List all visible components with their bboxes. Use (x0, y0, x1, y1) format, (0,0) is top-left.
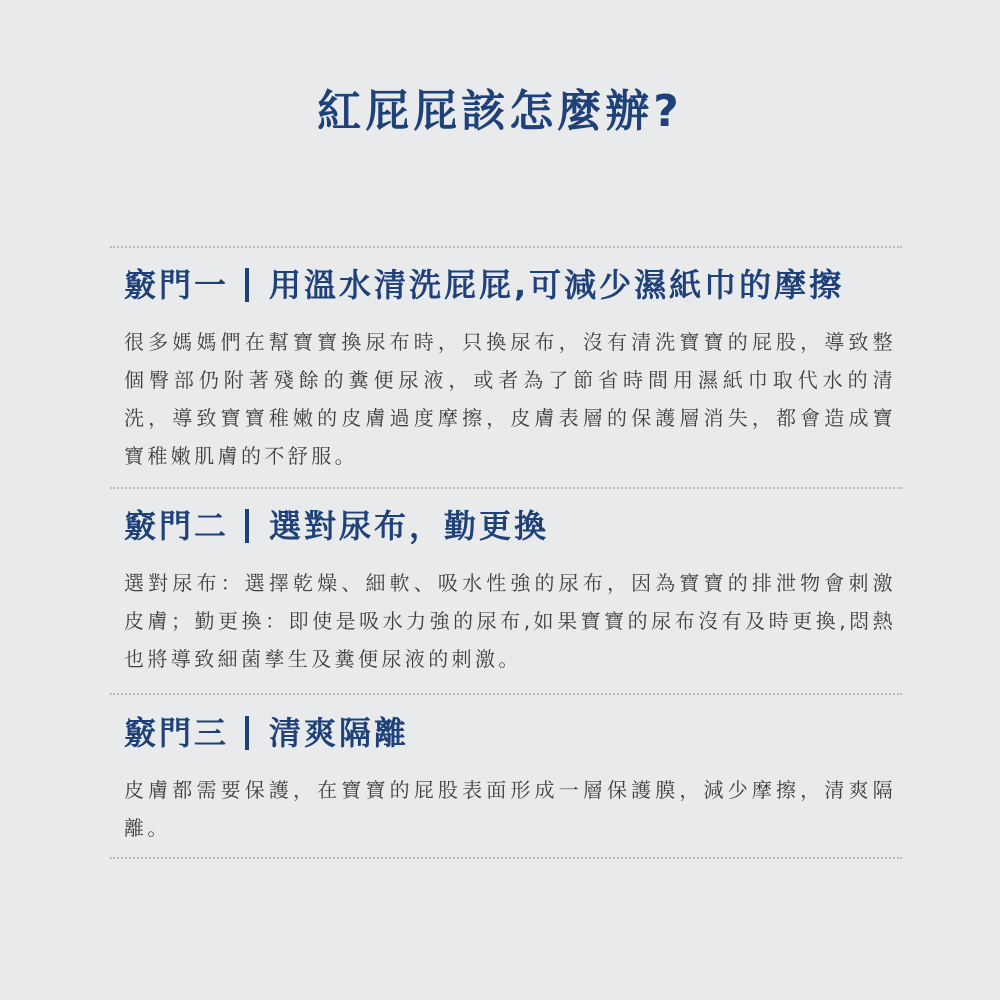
divider (110, 857, 902, 859)
section-heading (124, 263, 896, 307)
tip-label: 竅門一 (124, 266, 230, 304)
section-body: 選對尿布：選擇乾燥、細軟、吸水性強的尿布，因為寶寶的排泄物會刺激皮膚；勤更換：即使是吸水力強的尿布,如果寶寶的尿布沒有及時更換,悶熱也將導致細菌孳生及糞便尿液的刺激。 (124, 571, 896, 671)
tip-section-3 (124, 711, 896, 847)
tip-title: 清爽隔離 (269, 714, 410, 752)
tip-title: 選對尿布，勤更換 (269, 507, 550, 545)
section-heading (124, 504, 896, 548)
section-body: 很多媽媽們在幫寶寶換尿布時，只換尿布，沒有清洗寶寶的屁股，導致整個臀部仍附著殘餘的糞便尿液，或者為了節省時間用濕紙巾取代水的清洗，導致寶寶稚嫩的皮膚過度摩擦，皮膚表層的保護層消失，都會造成寶寶稚嫩肌膚的不舒服。 (124, 330, 896, 468)
divider (110, 693, 902, 695)
tip-title: 用溫水清洗屁屁,可減少濕紙巾的摩擦 (269, 266, 845, 304)
section-heading (124, 711, 896, 755)
divider (110, 487, 902, 489)
tip-label: 竅門三 (124, 714, 230, 752)
heading-separator (245, 716, 249, 750)
tip-section-2 (124, 504, 896, 678)
heading-separator (245, 509, 249, 543)
divider (110, 246, 902, 248)
tip-section-1 (124, 263, 896, 475)
section-body: 皮膚都需要保護，在寶寶的屁股表面形成一層保護膜，減少摩擦，清爽隔離。 (124, 778, 896, 840)
page-title: 紅屁屁該怎麼辦? (317, 86, 683, 137)
heading-separator (245, 268, 249, 302)
tip-label: 竅門二 (124, 507, 230, 545)
